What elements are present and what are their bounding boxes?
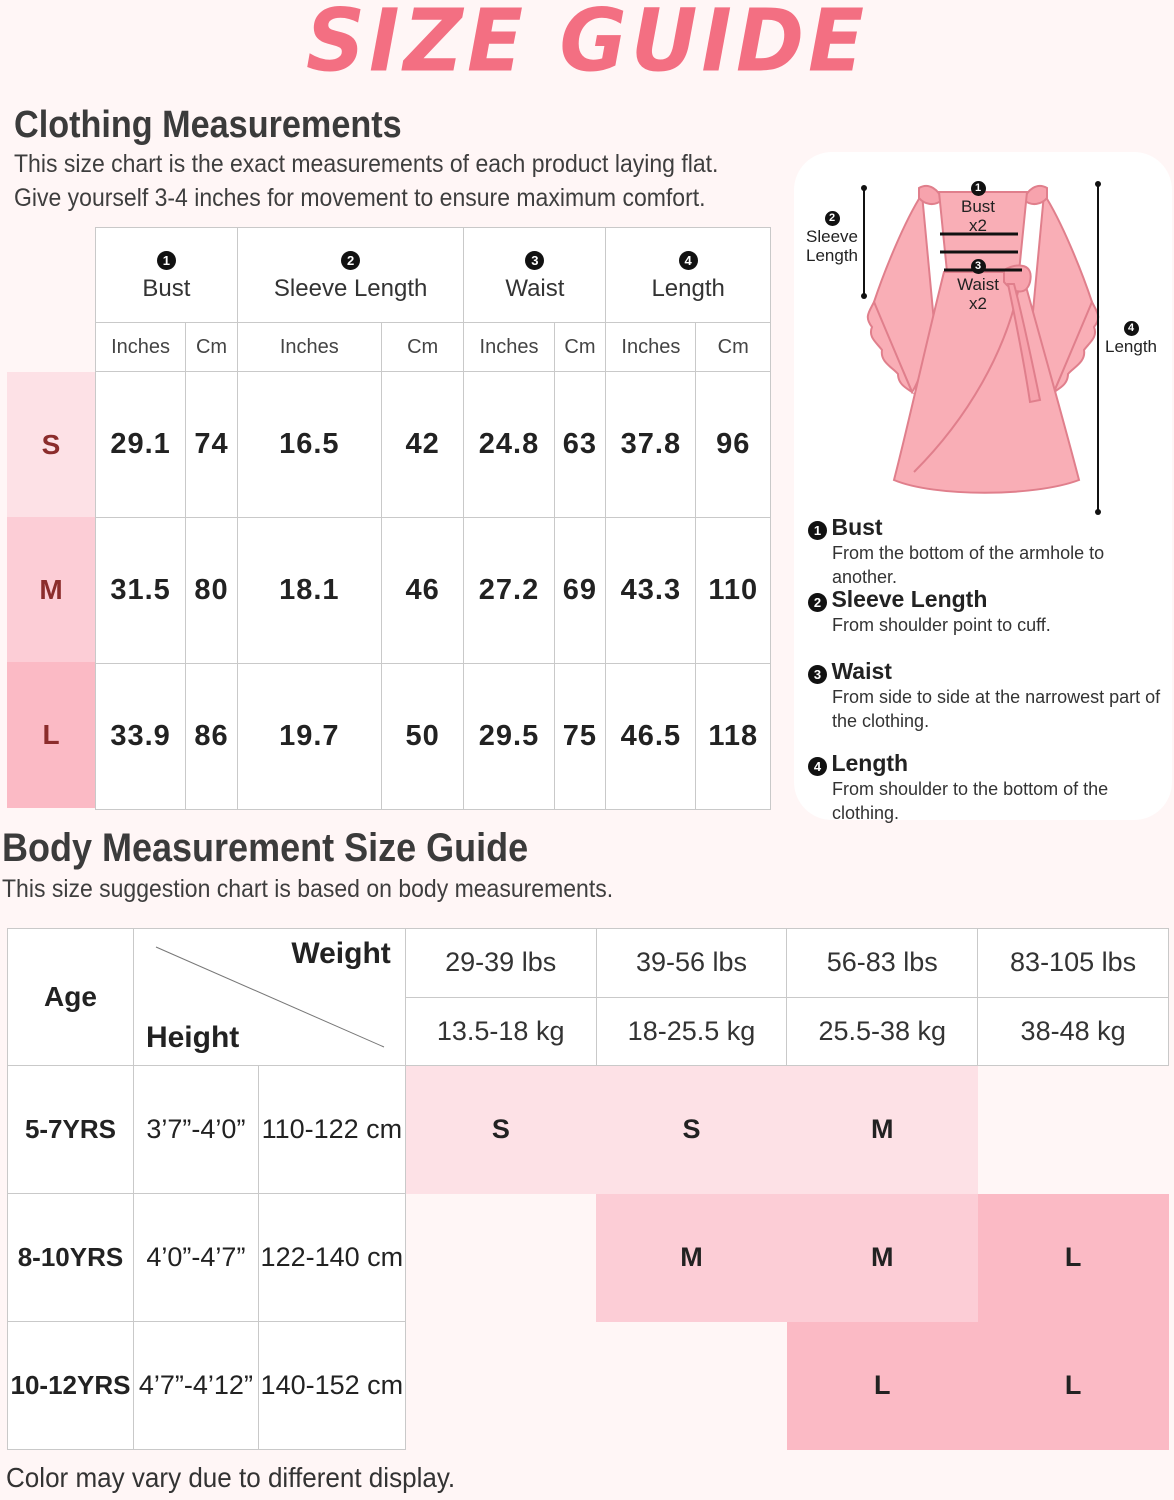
size-label-s: S — [7, 372, 95, 518]
clothing-desc-2: Give yourself 3-4 inches for movement to ensure maximum comfort. — [14, 184, 706, 212]
legend-bust — [808, 514, 1168, 589]
number-badge: 3 — [525, 251, 544, 270]
age-cell: 5-7YRS — [8, 1066, 134, 1194]
table-cell: 42 — [381, 372, 464, 518]
table-cell: 37.8 — [606, 372, 696, 518]
height-in-cell: 4’7”-4’12” — [133, 1322, 258, 1450]
size-cell — [596, 1322, 787, 1450]
table-cell: 96 — [696, 372, 771, 518]
table-cell: 16.5 — [237, 372, 381, 518]
size-cell: L — [787, 1322, 978, 1450]
legend-length — [808, 750, 1174, 825]
length-callout: 4 Length — [1105, 322, 1157, 356]
age-cell: 8-10YRS — [8, 1194, 134, 1322]
weight-lbs-cell: 39-56 lbs — [596, 929, 787, 998]
table-cell: 43.3 — [606, 518, 696, 664]
legend-waist — [808, 658, 1168, 733]
table-cell: 75 — [554, 664, 606, 810]
number-badge: 1 — [808, 521, 827, 540]
table-cell: 118 — [696, 664, 771, 810]
weight-lbs-cell: 29-39 lbs — [405, 929, 596, 998]
size-cell — [405, 1322, 596, 1450]
table-row — [8, 1194, 1169, 1322]
size-cell: L — [978, 1194, 1169, 1322]
legend-desc: From shoulder to the bottom of the clothing. — [832, 779, 1109, 823]
height-in-cell: 4’0”-4’7” — [133, 1194, 258, 1322]
number-badge: 2 — [825, 211, 840, 226]
size-cell: M — [596, 1194, 787, 1322]
weight-kg-cell: 13.5-18 kg — [405, 997, 596, 1066]
unit-header: Cm — [554, 323, 606, 372]
number-badge: 2 — [341, 251, 360, 270]
table-cell: 50 — [381, 664, 464, 810]
unit-header: Inches — [237, 323, 381, 372]
table-cell: 110 — [696, 518, 771, 664]
weight-label: Weight — [291, 937, 391, 970]
legend-desc: From the bottom of the armhole to another. — [832, 543, 1105, 587]
table-cell: 86 — [186, 664, 238, 810]
number-badge: 4 — [679, 251, 698, 270]
unit-header: Cm — [381, 323, 464, 372]
table-cell: 29.5 — [464, 664, 554, 810]
weight-kg-cell: 25.5-38 kg — [787, 997, 978, 1066]
measure-dot — [861, 185, 867, 191]
age-cell: 10-12YRS — [8, 1322, 134, 1450]
unit-header: Inches — [96, 323, 186, 372]
legend-title: Length — [831, 750, 909, 776]
legend-desc: the clothing. — [832, 711, 930, 731]
table-row — [8, 1066, 1169, 1194]
bust-callout: 1 Bust x2 — [960, 182, 996, 235]
number-badge: 4 — [1124, 321, 1139, 336]
height-cm-cell: 122-140 cm — [258, 1194, 405, 1322]
weight-kg-cell: 18-25.5 kg — [596, 997, 787, 1066]
body-desc: This size suggestion chart is based on body measurements. — [2, 875, 614, 903]
table-cell: 46 — [381, 518, 464, 664]
height-cm-cell: 140-152 cm — [258, 1322, 405, 1450]
measure-dot — [861, 293, 867, 299]
number-badge: 2 — [808, 593, 827, 612]
legend-title: Waist — [831, 658, 892, 684]
number-badge: 3 — [808, 665, 827, 684]
weight-height-header — [133, 929, 405, 1066]
table-cell: 27.2 — [464, 518, 554, 664]
table-row — [8, 1322, 1169, 1450]
table-cell: 63 — [554, 372, 606, 518]
legend-sleeve-length — [808, 586, 1168, 637]
col-header-bust: 1 Bust — [96, 228, 238, 323]
table-cell: 69 — [554, 518, 606, 664]
table-cell: 46.5 — [606, 664, 696, 810]
height-in-cell: 3’7”-4’0” — [133, 1066, 258, 1194]
table-cell: 19.7 — [237, 664, 381, 810]
number-badge: 1 — [971, 181, 986, 196]
weight-lbs-cell: 56-83 lbs — [787, 929, 978, 998]
table-cell: 29.1 — [96, 372, 186, 518]
clothing-desc-1: This size chart is the exact measurements of each product laying flat. — [14, 150, 719, 178]
legend-title: Bust — [831, 514, 883, 540]
height-label: Height — [145, 1021, 240, 1054]
number-badge: 4 — [808, 757, 827, 776]
table-cell: 18.1 — [237, 518, 381, 664]
unit-header: Inches — [464, 323, 554, 372]
table-cell: 24.8 — [464, 372, 554, 518]
body-heading: Body Measurement Size Guide — [2, 826, 529, 870]
clothing-heading: Clothing Measurements — [14, 104, 402, 146]
size-cell: L — [978, 1322, 1169, 1450]
table-cell: 31.5 — [96, 518, 186, 664]
table-row — [96, 664, 771, 810]
number-badge: 1 — [157, 251, 176, 270]
legend-desc: From shoulder point to cuff. — [832, 615, 1051, 635]
size-cell: S — [596, 1066, 787, 1194]
table-row — [96, 372, 771, 518]
unit-header: Inches — [606, 323, 696, 372]
page-title: SIZE GUIDE — [305, 0, 869, 92]
weight-kg-cell: 38-48 kg — [978, 997, 1169, 1066]
table-cell: 80 — [186, 518, 238, 664]
clothing-measurements-table — [95, 227, 771, 810]
footer-note: Color may vary due to different display. — [6, 1462, 456, 1493]
age-header: Age — [8, 929, 134, 1066]
col-header-waist: 3 Waist — [464, 228, 606, 323]
size-label-l: L — [7, 662, 95, 808]
size-cell — [405, 1194, 596, 1322]
size-cell: S — [405, 1066, 596, 1194]
size-cell: M — [787, 1066, 978, 1194]
table-row — [96, 518, 771, 664]
height-cm-cell: 110-122 cm — [258, 1066, 405, 1194]
table-cell: 74 — [186, 372, 238, 518]
legend-desc: From side to side at the narrowest part of — [832, 687, 1161, 707]
size-cell — [978, 1066, 1169, 1194]
waist-callout: 3 Waist x2 — [957, 260, 999, 313]
unit-header: Cm — [696, 323, 771, 372]
col-header-sleeve-length: 2 Sleeve Length — [237, 228, 464, 323]
body-measurement-table — [7, 928, 1169, 1450]
sleeve-callout: 2 Sleeve Length — [806, 212, 858, 265]
weight-lbs-cell: 83-105 lbs — [978, 929, 1169, 998]
size-cell: M — [787, 1194, 978, 1322]
measure-dot — [1095, 181, 1101, 187]
unit-header: Cm — [186, 323, 238, 372]
table-cell: 33.9 — [96, 664, 186, 810]
col-header-length: 4 Length — [606, 228, 771, 323]
number-badge: 3 — [971, 259, 986, 274]
legend-title: Sleeve Length — [831, 586, 988, 612]
size-label-m: M — [7, 517, 95, 663]
